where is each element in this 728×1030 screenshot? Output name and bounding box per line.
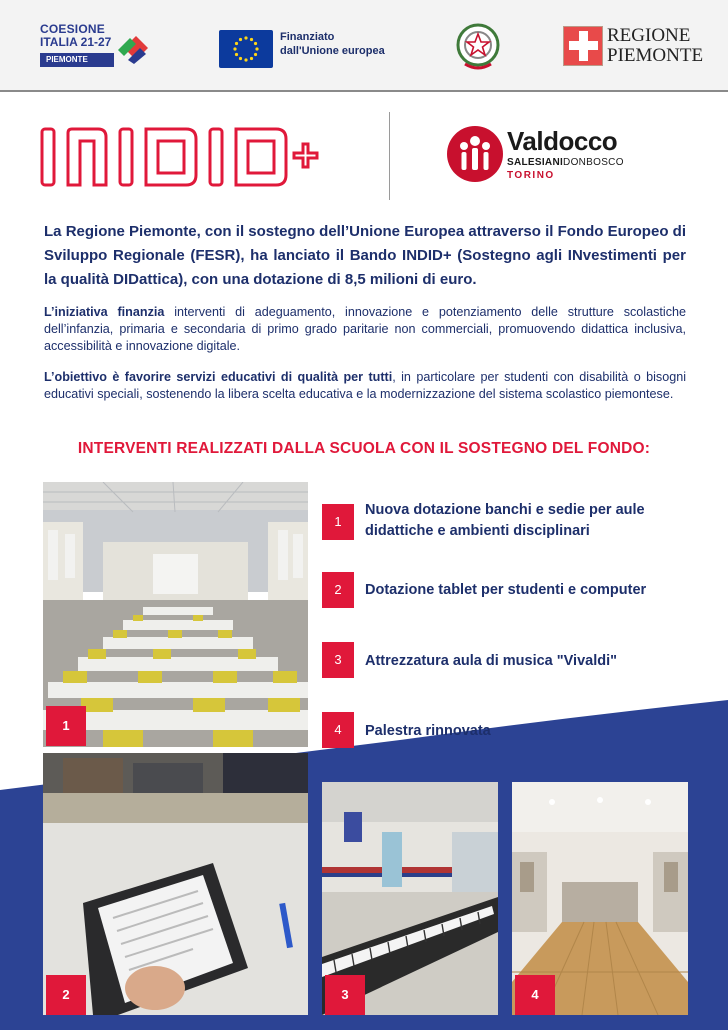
paragraph-objective: L’obiettivo è favorire servizi educativi di qualità per tutti, in particolare per studenti con disabilità o bisogni educativi speciali, sostenendo la libera scelta educativa e la modernizzazione del sistema scolastico piemontese.: [44, 370, 686, 401]
paragraph-objective-lead: L’obiettivo è favorire servizi educativi di qualità per tutti: [44, 370, 393, 384]
eu-funding-text: [280, 30, 385, 58]
piemonte-shield-icon: [563, 26, 603, 66]
regione-line1: REGIONE: [607, 25, 691, 46]
eu-flag-icon: [219, 30, 273, 68]
coesione-italia-logo: [40, 22, 160, 72]
coesione-line1: COESIONE: [40, 22, 105, 36]
school-city: TORINO: [507, 170, 555, 181]
regione-piemonte-logo: [563, 25, 704, 68]
intervention-text: Dotazione tablet per studenti e computer: [365, 582, 647, 598]
photo-tag: 1: [46, 706, 86, 746]
intervention-text: Palestra rinnovata: [365, 723, 491, 739]
coesione-mark-icon: [118, 30, 154, 64]
intervention-number: 3: [322, 642, 354, 678]
valdocco-logo: [447, 126, 667, 186]
photo-tag: 4: [515, 975, 555, 1015]
indid-plus-logo: [40, 127, 320, 189]
photo-tag: 2: [46, 975, 86, 1015]
section-title: INTERVENTI REALIZZATI DALLA SCUOLA CON IL SOSTEGNO DEL FONDO:: [77, 440, 651, 457]
regione-line2: PIEMONTE: [607, 45, 704, 66]
intro-paragraph: La Regione Piemonte, con il sostegno dell’Unione Europea attraverso il Fondo Europeo di Sviluppo Regionale (FESR), ha lanciato il Bando INDID+ (Sostegno agli INvestimenti per la qualità DIDattica), con una dotazione di 8,5 milioni di euro.: [44, 223, 686, 288]
eu-line2: dall'Unione europea: [280, 45, 385, 57]
paragraph-initiative: L’iniziativa finanzia interventi di adeguamento, innovazione e potenziamento delle strutture scolastiche dell’infanzia, primaria e secondaria di primo grado paritarie non commerciali, promuovendo didattica inclusiva, accessibilità e innovazione digitale.: [44, 305, 687, 353]
photo-gym: [512, 782, 688, 1015]
brand-divider: [389, 112, 390, 200]
photo-classroom: [43, 482, 308, 747]
photo-music-room: [322, 782, 498, 1015]
paragraph-initiative-lead: L’iniziativa finanzia: [44, 305, 165, 319]
school-name: Valdocco: [507, 126, 618, 156]
intervention-text: Attrezzatura aula di musica "Vivaldi": [365, 653, 618, 669]
photo-tablets: [43, 753, 308, 1015]
eu-line1: Finanziato: [280, 31, 335, 43]
intervention-text: Nuova dotazione banchi e sedie per aule didattiche e ambienti disciplinari: [365, 502, 645, 539]
italian-republic-emblem-icon: [455, 22, 501, 72]
photo-tag: 3: [325, 975, 365, 1015]
intervention-number: 2: [322, 572, 354, 608]
intervention-number: 4: [322, 712, 354, 748]
coesione-line2: ITALIA 21-27: [40, 35, 112, 49]
intervention-number: 1: [322, 504, 354, 540]
coesione-badge: PIEMONTE: [40, 53, 114, 67]
valdocco-figures-icon: [447, 126, 503, 182]
logo-bar: [0, 0, 728, 92]
school-subtitle: SALESIANIDONBOSCO: [507, 157, 624, 168]
